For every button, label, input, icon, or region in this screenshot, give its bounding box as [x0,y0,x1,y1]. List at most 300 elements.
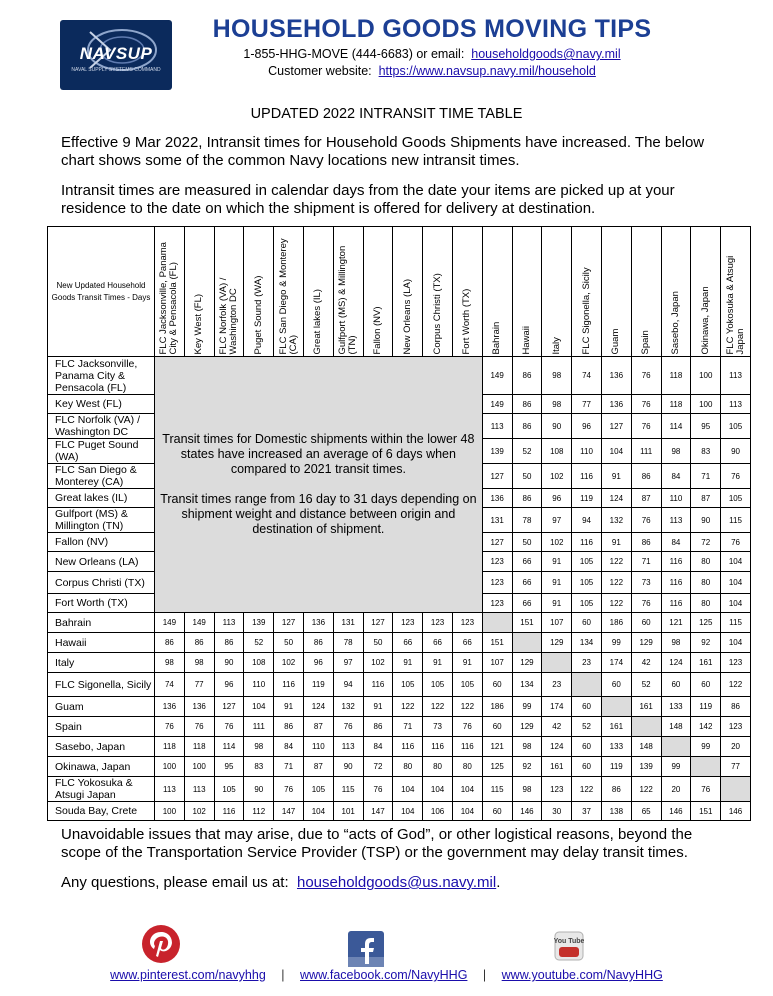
table-cell: 139 [631,757,661,777]
column-header-label: FLC San Diego & Monterey (CA) [277,237,299,354]
table-cell: 23 [572,653,602,673]
row-label: FLC Jacksonville, Panama City & Pensacola (FL) [48,357,155,395]
column-header [244,227,274,357]
table-cell: 86 [214,633,244,653]
column-header [631,227,661,357]
table-cell: 91 [423,653,453,673]
table-cell: 71 [691,464,721,489]
table-cell: 86 [274,717,304,737]
table-cell: 105 [393,673,423,697]
table-cell: 71 [393,717,423,737]
table-cell: 108 [542,439,572,464]
table-cell: 136 [601,357,631,395]
empty-cell [631,717,661,737]
table-cell: 80 [691,572,721,594]
column-header-label: Italy [550,336,562,354]
table-cell: 124 [661,653,691,673]
table-cell: 105 [572,572,602,594]
table-cell: 113 [721,395,751,414]
table-cell: 78 [512,508,542,533]
table-cell: 107 [542,613,572,633]
table-cell: 129 [542,633,572,653]
table-cell: 52 [512,439,542,464]
table-cell: 91 [542,552,572,572]
table-cell: 127 [274,613,304,633]
table-cell: 50 [512,464,542,489]
table-cell: 113 [482,414,512,439]
table-cell: 149 [482,357,512,395]
table-cell: 125 [482,757,512,777]
table-cell: 102 [363,653,393,673]
table-cell: 100 [691,395,721,414]
row-label: Bahrain [48,613,155,633]
column-header [721,227,751,357]
table-cell: 119 [601,757,631,777]
domestic-note-cell [155,357,483,613]
table-cell: 186 [482,697,512,717]
table-cell: 116 [572,533,602,552]
table-cell: 161 [691,653,721,673]
table-cell: 86 [512,395,542,414]
table-cell: 122 [631,777,661,802]
table-cell: 161 [542,757,572,777]
table-cell: 98 [244,737,274,757]
table-subtitle: UPDATED 2022 INTRANSIT TIME TABLE [250,106,523,122]
table-cell: 146 [512,802,542,821]
row-label: FLC Sigonella, Sicily [48,673,155,697]
table-cell: 97 [542,508,572,533]
table-cell: 77 [721,757,751,777]
table-cell: 136 [184,697,214,717]
table-row [48,777,751,802]
table-cell: 76 [155,717,185,737]
column-header [333,227,363,357]
table-cell: 80 [691,594,721,613]
table-cell: 136 [482,489,512,508]
table-cell: 129 [512,653,542,673]
table-cell: 122 [393,697,423,717]
table-cell: 60 [572,737,602,757]
row-label: Spain [48,717,155,737]
table-cell: 76 [631,508,661,533]
table-cell: 124 [601,489,631,508]
table-row [48,757,751,777]
table-cell: 66 [423,633,453,653]
table-cell: 86 [512,489,542,508]
table-cell: 116 [661,552,691,572]
table-row [48,737,751,757]
table-cell: 86 [184,633,214,653]
column-header-label: Fort Worth (TX) [461,288,473,354]
table-row [48,673,751,697]
table-cell: 116 [572,464,602,489]
table-cell: 142 [691,717,721,737]
table-cell: 108 [244,653,274,673]
table-cell: 86 [721,697,751,717]
table-cell: 20 [661,777,691,802]
table-cell: 151 [482,633,512,653]
table-cell: 116 [274,673,304,697]
table-cell: 76 [274,777,304,802]
table-cell: 121 [482,737,512,757]
table-cell: 111 [631,439,661,464]
table-cell: 106 [423,802,453,821]
table-cell: 91 [542,594,572,613]
questions-line [61,874,721,892]
column-header [601,227,631,357]
table-cell: 96 [572,414,602,439]
table-cell: 72 [691,533,721,552]
domestic-note-1: Transit times for Domestic shipments within the lower 48 states have increased an average of 6 days when compared to 2021 transit times. [162,432,475,476]
table-cell: 129 [512,717,542,737]
contact-line [172,47,692,61]
disclaimer: Unavoidable issues that may arise, due to “acts of God”, or other logistical reasons, beyond the scope of the Transportation Service Provider (TSP) or the government may delay transit times. [61,826,693,861]
transit-time-table [47,226,751,821]
table-cell: 134 [572,633,602,653]
table-cell: 96 [214,673,244,697]
table-cell: 116 [452,737,482,757]
separator: | [281,968,285,982]
table-cell: 124 [303,697,333,717]
table-cell: 104 [303,802,333,821]
column-header [691,227,721,357]
table-cell: 84 [661,533,691,552]
table-cell: 148 [631,737,661,757]
table-row [48,717,751,737]
facebook-icon[interactable] [348,931,384,972]
table-cell: 134 [512,673,542,697]
table-cell: 86 [303,633,333,653]
table-cell: 149 [184,613,214,633]
table-cell: 98 [184,653,214,673]
table-cell: 23 [542,673,572,697]
table-cell: 60 [631,613,661,633]
measure-note: Intransit times are measured in calendar days from the date your items are picked up at your residence to the date on which the shipment is offered for delivery at destination. [61,182,675,217]
table-cell: 83 [244,757,274,777]
row-label: FLC Yokosuka & Atsugi Japan [48,777,155,802]
table-cell: 110 [661,489,691,508]
table-cell: 131 [482,508,512,533]
youtube-link[interactable]: www.youtube.com/NavyHHG [501,968,663,982]
table-cell: 66 [512,552,542,572]
table-cell: 90 [244,777,274,802]
column-header-label: Gulfport (MS) & Millington (TN) [337,245,359,354]
table-cell: 174 [542,697,572,717]
table-cell: 50 [512,533,542,552]
table-cell: 91 [452,653,482,673]
table-cell: 87 [691,489,721,508]
table-cell: 99 [601,633,631,653]
column-header [661,227,691,357]
table-cell: 149 [482,395,512,414]
table-cell: 136 [601,395,631,414]
table-cell: 98 [661,633,691,653]
table-cell: 100 [155,757,185,777]
table-cell: 139 [482,439,512,464]
column-header-label: Puget Sound (WA) [252,275,264,354]
table-cell: 139 [244,613,274,633]
table-cell: 90 [721,439,751,464]
column-header-label: Sasebo, Japan [669,290,681,354]
table-cell: 119 [572,489,602,508]
table-cell: 76 [721,533,751,552]
youtube-you-text: You Tube [554,938,584,945]
row-label: Gulfport (MS) & Millington (TN) [48,508,155,533]
email-link[interactable]: householdgoods@navy.mil [471,47,621,61]
table-cell: 111 [244,717,274,737]
table-cell: 127 [482,533,512,552]
table-cell: 90 [542,414,572,439]
row-label: Hawaii [48,633,155,653]
table-cell: 110 [303,737,333,757]
column-header [274,227,304,357]
table-cell: 146 [721,802,751,821]
table-cell: 76 [363,777,393,802]
row-label: Guam [48,697,155,717]
table-cell: 132 [601,508,631,533]
table-cell: 105 [452,673,482,697]
row-label: Key West (FL) [48,395,155,414]
table-cell: 86 [363,717,393,737]
table-row [48,653,751,673]
empty-cell [482,613,512,633]
pinterest-icon[interactable] [141,924,181,969]
table-cell: 147 [363,802,393,821]
table-cell: 76 [452,717,482,737]
table-cell: 186 [601,613,631,633]
table-cell: 98 [542,395,572,414]
table-cell: 161 [601,717,631,737]
column-header-label: FLC Norfolk (VA) / Washington DC [217,277,239,354]
table-cell: 90 [333,757,363,777]
table-cell: 90 [691,508,721,533]
row-label: Italy [48,653,155,673]
table-cell: 76 [631,594,661,613]
table-cell: 127 [601,414,631,439]
table-cell: 80 [393,757,423,777]
empty-cell [601,697,631,717]
row-label: FLC Norfolk (VA) / Washington DC [48,414,155,439]
table-cell: 78 [333,633,363,653]
column-header-label: FLC Jacksonville, Panama City & Pensacola (FL) [158,241,180,354]
table-cell: 95 [691,414,721,439]
questions-suffix: . [496,874,501,891]
table-cell: 102 [274,653,304,673]
table-row [48,633,751,653]
questions-email-link[interactable]: householdgoods@us.navy.mil [296,874,497,891]
table-cell: 76 [691,777,721,802]
table-cell: 60 [572,697,602,717]
column-header [363,227,393,357]
empty-cell [572,673,602,697]
table-cell: 123 [482,572,512,594]
column-header [452,227,482,357]
table-cell: 105 [572,594,602,613]
table-cell: 60 [482,717,512,737]
table-cell: 90 [214,653,244,673]
column-header-label: New Orleans (LA) [401,278,413,354]
table-cell: 71 [274,757,304,777]
table-cell: 76 [721,464,751,489]
table-cell: 116 [661,572,691,594]
table-cell: 123 [482,594,512,613]
table-cell: 102 [542,464,572,489]
youtube-icon[interactable] [554,931,584,966]
column-header-label: Hawaii [520,325,532,354]
table-row [48,357,751,395]
table-cell: 102 [184,802,214,821]
table-cell: 104 [721,572,751,594]
table-cell: 129 [631,633,661,653]
table-cell: 110 [244,673,274,697]
table-cell: 122 [572,777,602,802]
table-cell: 105 [423,673,453,697]
row-label: Fallon (NV) [48,533,155,552]
column-header-label: Fallon (NV) [371,305,383,354]
table-cell: 116 [214,802,244,821]
column-header-label: Spain [640,329,652,354]
table-cell: 123 [452,613,482,633]
table-cell: 60 [572,613,602,633]
table-cell: 151 [512,613,542,633]
table-cell: 91 [393,653,423,673]
table-row [48,613,751,633]
table-cell: 98 [512,737,542,757]
table-cell: 115 [721,508,751,533]
table-cell: 104 [244,697,274,717]
table-cell: 104 [721,552,751,572]
table-cell: 105 [214,777,244,802]
website-line [172,64,692,78]
row-label: FLC Puget Sound (WA) [48,439,155,464]
table-cell: 65 [631,802,661,821]
page-title: HOUSEHOLD GOODS MOVING TIPS [212,15,652,43]
table-cell: 76 [631,414,661,439]
table-cell: 87 [631,489,661,508]
table-cell: 104 [452,777,482,802]
table-cell: 42 [631,653,661,673]
table-cell: 76 [184,717,214,737]
table-cell: 127 [214,697,244,717]
table-cell: 104 [452,802,482,821]
table-cell: 50 [363,633,393,653]
table-cell: 132 [333,697,363,717]
table-cell: 86 [631,464,661,489]
column-header [423,227,453,357]
table-cell: 146 [661,802,691,821]
table-cell: 80 [452,757,482,777]
table-cell: 151 [691,802,721,821]
empty-cell [542,653,572,673]
table-cell: 37 [572,802,602,821]
table-cell: 123 [542,777,572,802]
table-cell: 76 [631,357,661,395]
table-cell: 76 [333,717,363,737]
table-cell: 113 [155,777,185,802]
table-cell: 99 [512,697,542,717]
column-header-label: Corpus Christi (TX) [431,272,443,354]
table-cell: 76 [631,395,661,414]
table-cell: 100 [155,802,185,821]
table-cell: 114 [661,414,691,439]
domestic-note-2: Transit times range from 16 day to 31 days depending on shipment weight and distance between origin and destination of shipment. [160,492,477,536]
table-cell: 121 [661,613,691,633]
table-cell: 95 [214,757,244,777]
logo-subtext: NAVAL SUPPLY SYSTEMS COMMAND [71,67,161,73]
table-cell: 122 [721,673,751,697]
table-cell: 114 [214,737,244,757]
row-label: Great lakes (IL) [48,489,155,508]
table-cell: 104 [721,633,751,653]
table-cell: 138 [601,802,631,821]
table-cell: 118 [155,737,185,757]
table-cell: 148 [661,717,691,737]
column-header [512,227,542,357]
table-cell: 115 [482,777,512,802]
empty-cell [691,757,721,777]
row-label: Fort Worth (TX) [48,594,155,613]
website-prefix: Customer website: [268,64,372,78]
table-cell: 86 [601,777,631,802]
table-cell: 104 [393,802,423,821]
table-cell: 101 [333,802,363,821]
table-cell: 76 [214,717,244,737]
column-header [542,227,572,357]
table-cell: 104 [423,777,453,802]
table-cell: 123 [721,653,751,673]
table-cell: 105 [721,489,751,508]
table-cell: 116 [363,673,393,697]
table-cell: 42 [542,717,572,737]
table-cell: 113 [721,357,751,395]
table-cell: 91 [542,572,572,594]
table-cell: 87 [303,757,333,777]
table-cell: 122 [452,697,482,717]
empty-cell [721,777,751,802]
website-link[interactable]: https://www.navsup.navy.mil/household [378,64,596,78]
column-header [572,227,602,357]
table-cell: 113 [214,613,244,633]
table-cell: 113 [333,737,363,757]
separator: | [482,968,487,982]
table-cell: 104 [721,594,751,613]
table-cell: 122 [601,594,631,613]
row-label: Souda Bay, Crete [48,802,155,821]
corner-label: New Updated Household Goods Transit Times - Days [48,227,155,357]
table-cell: 118 [661,357,691,395]
table-cell: 92 [512,757,542,777]
column-header-label: Okinawa, Japan [699,285,711,354]
table-cell: 99 [691,737,721,757]
table-cell: 113 [661,508,691,533]
table-cell: 52 [572,717,602,737]
table-cell: 20 [721,737,751,757]
table-cell: 122 [601,572,631,594]
table-cell: 66 [393,633,423,653]
table-cell: 71 [631,552,661,572]
pinterest-link[interactable]: www.pinterest.com/navyhhg [110,968,266,982]
table-cell: 127 [482,464,512,489]
facebook-link[interactable]: www.facebook.com/NavyHHG [300,968,468,982]
table-cell: 127 [363,613,393,633]
table-cell: 102 [542,533,572,552]
table-cell: 104 [601,439,631,464]
column-header [303,227,333,357]
intro-paragraph: Effective 9 Mar 2022, Intransit times for Household Goods Shipments have increased. The below chart shows some of the common Navy locations new intransit times. [61,134,705,169]
table-cell: 74 [155,673,185,697]
table-cell: 125 [691,613,721,633]
table-cell: 136 [303,613,333,633]
